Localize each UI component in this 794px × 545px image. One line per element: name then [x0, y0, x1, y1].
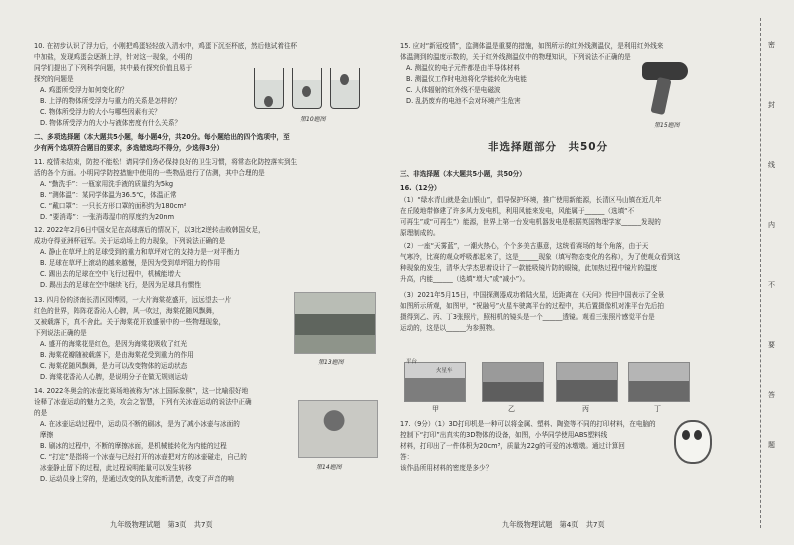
nonchoice-heading: 非选择题部分 共50分	[488, 141, 609, 153]
q16-line-8: 升高，内能______（选填“增大”或“减小”）。	[400, 275, 530, 283]
q12-option-a: A. 静止在草坪上的足球受到的重力和草坪对它的支持力是一对平衡力	[40, 248, 240, 256]
q16-label-ding: 丁	[654, 405, 661, 413]
q12-option-c: C. 踢出去的足球在空中飞行过程中，机械能增大	[40, 270, 181, 278]
section2-title: 二、多项选择题（本大题共5小题，每小题4分，共20分。每小题给出的四个选项中，至	[34, 133, 290, 141]
q15-caption: 第15题图	[654, 122, 680, 129]
q14-line-6: B. 刷冰的过程中，不断的摩擦冰面，是机械能转化为内能的过程	[40, 442, 227, 450]
q16-label-jia: 甲	[432, 405, 439, 413]
q13-caption: 第13题图	[318, 359, 344, 366]
binding-char-8: 题	[768, 441, 775, 449]
q16-number: 16.（12分）	[400, 184, 441, 192]
q17-line-2: 控制下“打印”出真实的3D物体的设备，如图，小华同学使用ABS塑料线	[400, 431, 608, 439]
q15-line-2: 体温测到的温度示数的，关于红外线测温仪中的物理知识，下列说法不正确的是	[400, 53, 631, 61]
q16-photo-ding	[628, 362, 690, 402]
q17-line-3: 材料，打印出了一件体积为20cm³，质量为22g的可爱的冰墩墩。通过计算回	[400, 442, 625, 450]
egg-2	[302, 86, 311, 97]
binding-char-5: 不	[768, 281, 775, 289]
binding-char-3: 线	[768, 161, 775, 169]
q10-line-2: 中加盐，发现鸡蛋会逐渐上浮，针对这一现象，小明的	[34, 53, 193, 61]
q13-line-2: 红色的世界，阵阵花香沁人心脾，风一吹过，海棠花随风飘舞，	[34, 307, 219, 315]
section3-title: 三、非选择题（本大题共5小题，共50分）	[400, 170, 526, 178]
left-footer-total: 共7页	[193, 520, 213, 529]
right-page	[392, 0, 732, 545]
q17-line-5: 该作品所用材料的密度是多少？	[400, 464, 493, 472]
q14-line-3: 的是	[34, 409, 48, 417]
q13-line-1: 13. 四月份的济南长清区园博园，一大片海棠花盛开，远远望去一片	[34, 296, 232, 304]
q10-caption: 第10题图	[300, 116, 326, 123]
q15-line-1: 15. 应对“新冠疫情”，监测体温是重要的措施，如图所示的红外线测温仪，是利用红外线来	[400, 42, 664, 50]
right-footer-prefix: 九年级物理试题	[502, 520, 553, 529]
q13-photo	[294, 292, 376, 354]
q11-option-b: B. “测体温”：某同学体温为36.5℃，体温正常	[40, 191, 177, 199]
q13-line-3: 又被载落下，真不舍此。关于海棠花开放盛景中的一些物理现象，	[34, 318, 226, 326]
q13-option-b: B. 海棠花瓣随被载落下，是由海棠花受到重力的作用	[40, 351, 194, 359]
left-footer	[110, 520, 213, 530]
right-footer-total: 共7页	[585, 520, 605, 529]
q16-line-12: 运动的，这是以______为参照物。	[400, 324, 499, 332]
q16-line-9: （3）2021年5月15日，中国探测器成功着陆火星，近距离在《天问》传回中国表示了全景	[400, 291, 665, 299]
q16-line-6: 气寒冷，比赛的观众呼吸都起来了，这是______现象（填写物态变化的名称），为了使观众看到这	[400, 253, 681, 261]
q15-option-c: C. 人体辐射的红外线不是电磁波	[406, 86, 501, 94]
q10-line-1: 10. 在初步认识了浮力后，小刚把鸡蛋轻轻放入清水中，鸡蛋下沉至杯底，然后他试着往杯	[34, 42, 298, 50]
q10-line-4: 探究的问题是	[34, 75, 74, 83]
right-footer-page: 第4页	[559, 520, 579, 529]
q11-line-2: 活的各个方面。小明同学防控措施中使用的一些物品进行了估测，其中合理的是	[34, 169, 265, 177]
q14-line-9: D. 运动员身上穿的，是通过改变的队友能听清楚，改变了声音的响	[40, 475, 234, 483]
q15-option-b: B. 测温仪工作时电池将化学能转化为电能	[406, 75, 527, 83]
left-page	[0, 0, 392, 545]
q16-label-yi: 乙	[508, 405, 515, 413]
q15-option-d: D. 乱扔废弃的电池不会对环境产生危害	[406, 97, 521, 105]
q16-line-10: 如图所示所观，如图甲，“祝融号”火星车驶离平台的过程中，其后置摄像机对准平台先后拍	[400, 302, 664, 310]
q14-line-2: 诠释了冰壶运动的魅力之美，攻会之智慧，下列有关冰壶运动的说法中正确	[34, 398, 252, 406]
egg-3	[340, 74, 349, 85]
mascot-body	[674, 420, 712, 464]
q16-line-2: 在丘陵地带修建了许多风力发电机，利用风能来发电，风能属于______（选填“不	[400, 207, 635, 215]
q14-line-7: C. “打定”是指将一个冰壶与已经打开的冰壶把对方的冰壶碰走，自己的	[40, 453, 247, 461]
section2-subtitle: 少有两个选项符合题目的要求，多选错选均不得分，少选得3分）	[34, 144, 224, 152]
binding-char-6: 要	[768, 341, 775, 349]
right-footer	[502, 520, 605, 530]
q11-line-1: 11. 疫情未结束，防控不能松！请同学们务必保持良好的卫生习惯，将常态化防控落实到生	[34, 158, 298, 166]
binding-margin	[732, 0, 794, 545]
q16-line-7: 种现象的发生，清华大学杰思着设计了一款能吸镜片防的眼镜，此加热过程中镜片的温度	[400, 264, 658, 272]
q10-option-c: C. 物体所受浮力的大小与哪些因素有关？	[40, 108, 161, 116]
q12-line-2: 成功夺得亚洲杯冠军。关于运动场上的力现象，下列说法正确的是	[34, 237, 226, 245]
q14-line-8: 冰壶静止留下的过程，此过程说明能量可以发生转移	[40, 464, 192, 472]
q13-option-c: C. 海棠花随风飘舞，是力可以改变物体的运动状态	[40, 362, 188, 370]
binding-char-1: 密	[768, 41, 775, 49]
mascot-left-eye	[682, 430, 690, 440]
q15-option-a: A. 测温仪的电子元件都是由半导体材料	[406, 64, 521, 72]
q16-photo-bing	[556, 362, 618, 402]
q17-line-4: 答：	[400, 453, 414, 461]
binding-char-2: 封	[768, 101, 775, 109]
egg-1	[264, 96, 273, 107]
q14-caption: 第14题图	[316, 464, 342, 471]
q12-line-1: 12. 2022年2月6日中国女足在高球落后的情况下，以3比2逆转击败韩国女足，	[34, 226, 265, 234]
q12-option-d: D. 踢出去的足球在空中继续飞行，是因为足球具有惯性	[40, 281, 201, 289]
q17-line-1: 17.（9分）（1）3D打印机是一种可以将金属、塑料、陶瓷等不同的打印材料，在电脑的	[400, 420, 656, 428]
q14-line-1: 14. 2022冬奥会的冰壶比赛场地被称为“冰上国际象棋”，这一比喻很好地	[34, 387, 249, 395]
q10-option-b: B. 上浮的物体所受浮力与重力的关系是怎样的？	[40, 97, 181, 105]
binding-char-7: 答	[768, 391, 775, 399]
q10-option-a: A. 鸡蛋所受浮力如何变化的？	[40, 86, 128, 94]
q16-tag-rover: 火星车	[436, 368, 453, 374]
binding-char-4: 内	[768, 221, 775, 229]
q16-line-4: 原理制成的。	[400, 229, 440, 237]
mascot-right-eye	[694, 430, 702, 440]
q16-line-5: （2）一座“天雾蓝”，一潮火热心，个个多美古惠意，这统看赛场的每个角落，由于天	[400, 242, 649, 250]
q16-photo-jia	[404, 362, 466, 402]
binding-dashed-line	[760, 18, 761, 528]
q11-option-a: A. “勤洗手”：一瓶家用洗手液的质量约为5kg	[40, 180, 174, 188]
q14-photo	[298, 400, 378, 458]
q16-line-1: （1）“绿水青山就是金山银山”，倡导保护环境，推广使用新能源，长清区马山镇在近几年	[400, 196, 662, 204]
left-footer-prefix: 九年级物理试题	[110, 520, 161, 529]
q10-option-d: D. 物体所受浮力的大小与液体密度有什么关系？	[40, 119, 182, 127]
q13-option-d: D. 海棠花香沁人心脾，是说明分子在做无规则运动	[40, 373, 188, 381]
q16-tag-platform: 平台	[406, 359, 418, 365]
left-footer-page: 第3页	[167, 520, 187, 529]
q16-photo-yi	[482, 362, 544, 402]
q13-line-4: 下列说法正确的是	[34, 329, 87, 337]
q11-option-d: D. “要消毒”：一张消毒湿巾的厚度约为20nm	[40, 213, 174, 221]
q10-line-3: 同学们提出了下列科学问题，其中最有探究价值且易于	[34, 64, 193, 72]
q13-option-a: A. 盛开的海棠花是红色，是因为海棠花吸收了红光	[40, 340, 188, 348]
thermometer-head	[642, 62, 688, 80]
thermometer-handle	[650, 77, 671, 115]
q14-line-5: 摩擦	[40, 431, 54, 439]
q14-line-4: A. 在冰壶运动过程中，运动员不断的刷冰，是为了减小冰壶与冰面的	[40, 420, 240, 428]
q11-option-c: C. “戴口罩”：一只长方形口罩的面积约为180cm²	[40, 202, 187, 210]
q16-line-3: 可再生”或“可再生”）能源，世界上第一台发电机器发电是根据英国物理学家______发现的	[400, 218, 661, 226]
q12-option-b: B. 足球在草坪上滚动的越来越慢，是因为受到草坪阻力的作用	[40, 259, 221, 267]
q16-line-11: 摄得到乙、丙、丁3张照片，照相机的镜头是一个______透镜。观看三张照片感觉平台是	[400, 313, 655, 321]
q16-label-bing: 丙	[582, 405, 589, 413]
